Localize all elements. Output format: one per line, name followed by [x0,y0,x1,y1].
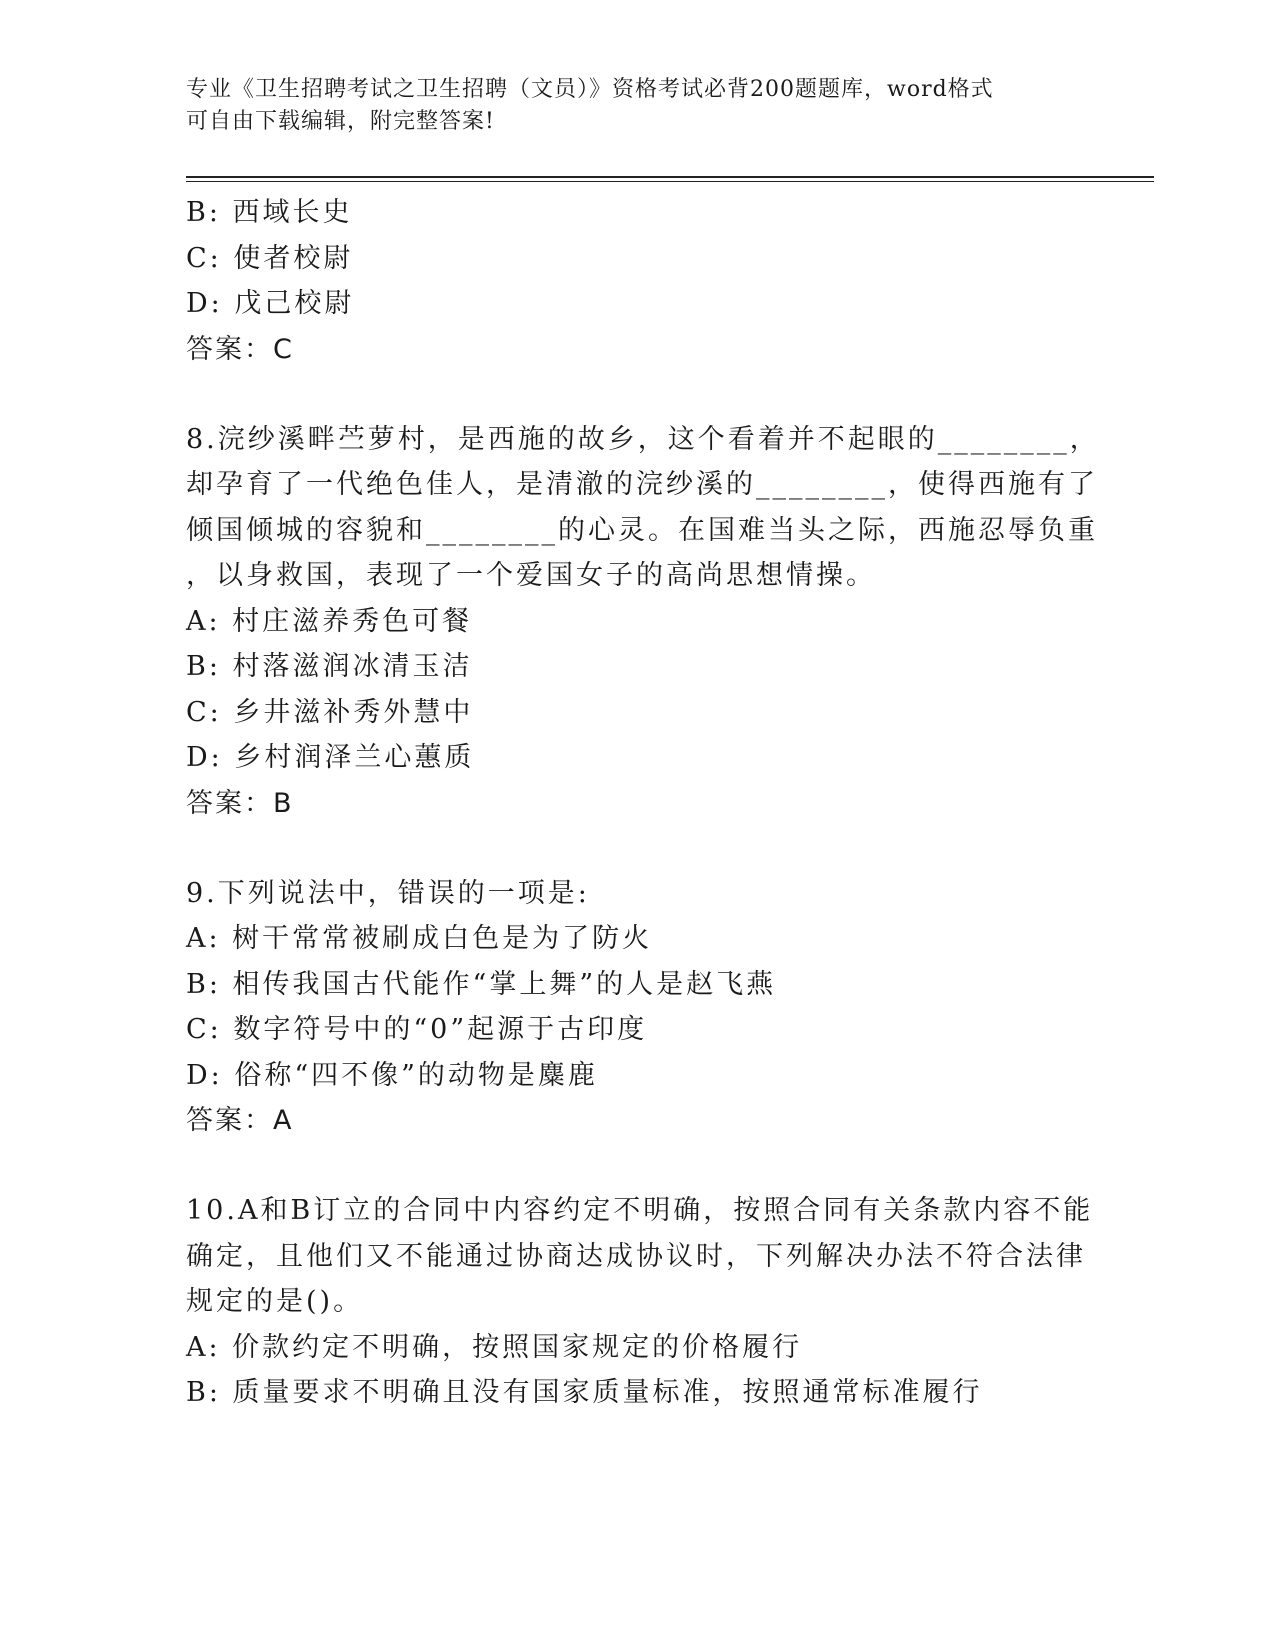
question-text-line: 规定的是()。 [186,1286,364,1317]
option-a: A: 树干常常被刷成白色是为了防火 [186,923,653,954]
question-8 [186,417,1100,827]
question-text [186,1188,1094,1325]
option-d: D: 戊己校尉 [186,288,355,319]
spacer [186,827,1086,871]
header-divider-thin [186,181,1154,182]
question-text-line: ，以身救国，表现了一个爱国女子的高尚思想情操。 [186,560,876,591]
question-text [186,871,1086,917]
option-d: D: 乡村润泽兰心蕙质 [186,742,475,773]
option-c: C: 乡井滋补秀外慧中 [186,696,474,728]
question-text-line: 10.A和B订立的合同中内容约定不明确，按照合同有关条款内容不能 [186,1195,1094,1226]
option-c: C: 数字符号中的“0”起源于古印度 [186,1014,648,1045]
option-c: C: 使者校尉 [186,242,354,274]
document-header [186,74,1086,138]
option-b: B: 村落滋润冰清玉洁 [186,651,473,682]
option-b: B: 西域长史 [186,197,353,228]
answer-line: 答案：C [186,333,294,365]
option-b: B: 质量要求不明确且没有国家质量标准，按照通常标准履行 [186,1377,983,1408]
answer-line: 答案：B [186,787,294,819]
question-9 [186,871,1086,1145]
header-line-1: 专业《卫生招聘考试之卫生招聘（文员）》资格考试必背200题题库，word格式 [186,77,994,102]
question-text-line: 9.下列说法中，错误的一项是: [186,877,590,909]
answer-line: 答案：A [186,1105,294,1136]
question-text-line: 确定，且他们又不能通过协商达成协议时，下列解决办法不符合法律 [186,1240,1086,1272]
question-10 [186,1188,1094,1416]
header-line-2: 可自由下载编辑，附完整答案! [186,109,495,134]
option-d: D: 俗称“四不像”的动物是麋鹿 [186,1059,598,1091]
question-text [186,417,1100,599]
question-text-line: 倾国倾城的容貌和________的心灵。在国难当头之际，西施忍辱负重 [186,514,1098,546]
option-a: A: 村庄滋养秀色可餐 [186,605,473,637]
option-a: A: 价款约定不明确，按照国家规定的价格履行 [186,1331,803,1363]
spacer [186,1144,1086,1188]
document-body [186,190,1100,1416]
question-7-tail [186,190,1086,373]
question-text-line: 8.浣纱溪畔苎萝村，是西施的故乡，这个看着并不起眼的________， [186,423,1100,455]
spacer [186,373,1086,417]
header-divider-thick [186,176,1154,178]
option-b: B: 相传我国古代能作“掌上舞”的人是赵飞燕 [186,968,777,1000]
question-text-line: 却孕育了一代绝色佳人，是清澈的浣纱溪的________，使得西施有了 [186,469,1098,500]
